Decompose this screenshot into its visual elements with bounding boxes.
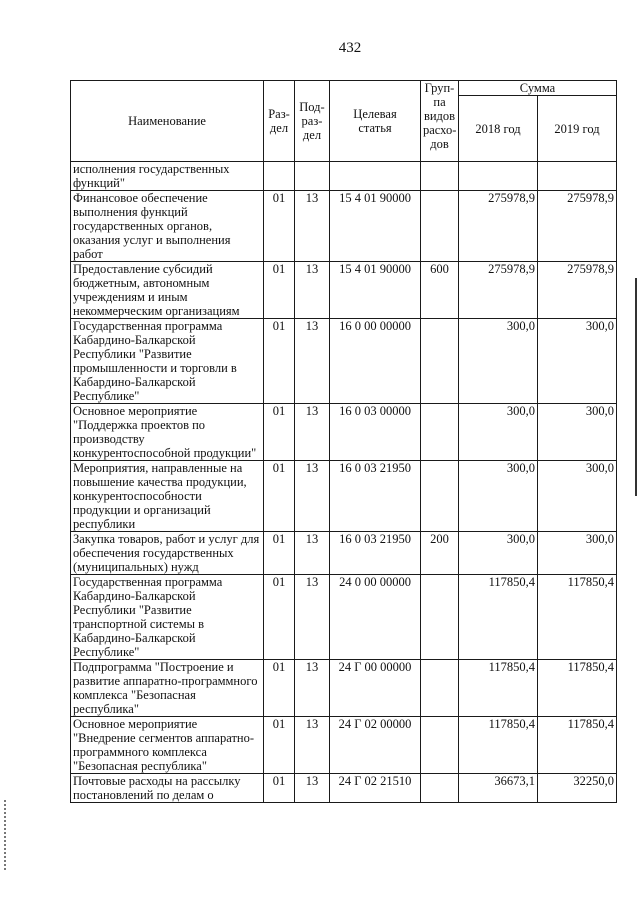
header-name: Наименование [71, 81, 264, 162]
cell-y2018: 275978,9 [459, 262, 538, 319]
cell-target: 24 Г 02 00000 [330, 717, 421, 774]
cell-name: Предоставление субсидий бюджетным, автономным учреждениям и иным некоммерческим организациям [71, 262, 264, 319]
cell-group [421, 717, 459, 774]
cell-podrazdel: 13 [295, 660, 330, 717]
cell-y2019: 275978,9 [538, 262, 617, 319]
cell-podrazdel: 13 [295, 191, 330, 262]
cell-target: 16 0 03 21950 [330, 461, 421, 532]
cell-y2019: 300,0 [538, 461, 617, 532]
cell-y2018: 300,0 [459, 532, 538, 575]
cell-razdel: 01 [264, 262, 295, 319]
table-row [71, 532, 617, 575]
cell-podrazdel [295, 162, 330, 191]
cell-target: 24 Г 00 00000 [330, 660, 421, 717]
cell-razdel: 01 [264, 461, 295, 532]
cell-name: Основное мероприятие "Внедрение сегментов аппаратно-программного комплекса "Безопасная республика" [71, 717, 264, 774]
cell-y2019: 117850,4 [538, 660, 617, 717]
cell-razdel: 01 [264, 575, 295, 660]
cell-podrazdel: 13 [295, 461, 330, 532]
cell-y2018: 117850,4 [459, 575, 538, 660]
cell-group [421, 162, 459, 191]
header-expense-group: Груп- па видов расхо- дов [421, 81, 459, 162]
table-row [71, 191, 617, 262]
cell-y2018: 300,0 [459, 461, 538, 532]
cell-podrazdel: 13 [295, 404, 330, 461]
cell-name: Почтовые расходы на рассылку постановлений по делам о [71, 774, 264, 803]
margin-rule [635, 278, 637, 496]
cell-name: Финансовое обеспечение выполнения функций государственных органов, оказания услуг и выполнения работ [71, 191, 264, 262]
cell-podrazdel: 13 [295, 575, 330, 660]
cell-razdel: 01 [264, 532, 295, 575]
cell-target: 16 0 03 00000 [330, 404, 421, 461]
cell-group [421, 191, 459, 262]
cell-razdel: 01 [264, 319, 295, 404]
cell-group [421, 319, 459, 404]
cell-y2018: 36673,1 [459, 774, 538, 803]
cell-name: Государственная программа Кабардино-Балкарской Республики "Развитие транспортной системы в Кабардино-Балкарской Республике" [71, 575, 264, 660]
table-row [71, 774, 617, 803]
cell-razdel [264, 162, 295, 191]
cell-podrazdel: 13 [295, 532, 330, 575]
header-podrazdel: Под- раз- дел [295, 81, 330, 162]
header-year-2019: 2019 год [538, 96, 617, 162]
table-row [71, 660, 617, 717]
cell-y2019 [538, 162, 617, 191]
cell-y2019: 300,0 [538, 319, 617, 404]
cell-razdel: 01 [264, 191, 295, 262]
cell-y2019: 117850,4 [538, 717, 617, 774]
cell-target: 15 4 01 90000 [330, 262, 421, 319]
cell-y2019: 300,0 [538, 532, 617, 575]
cell-group [421, 404, 459, 461]
cell-y2018: 300,0 [459, 404, 538, 461]
cell-group: 600 [421, 262, 459, 319]
header-sum: Сумма [459, 81, 617, 96]
cell-target [330, 162, 421, 191]
cell-y2019: 300,0 [538, 404, 617, 461]
cell-razdel: 01 [264, 404, 295, 461]
cell-y2018: 117850,4 [459, 660, 538, 717]
cell-y2019: 117850,4 [538, 575, 617, 660]
margin-marks [4, 800, 8, 870]
cell-target: 24 Г 02 21510 [330, 774, 421, 803]
cell-name: исполнения государственных функций" [71, 162, 264, 191]
cell-name: Подпрограмма "Построение и развитие аппаратно-программного комплекса "Безопасная республика" [71, 660, 264, 717]
cell-y2018: 275978,9 [459, 191, 538, 262]
cell-y2019: 32250,0 [538, 774, 617, 803]
cell-y2019: 275978,9 [538, 191, 617, 262]
cell-target: 16 0 03 21950 [330, 532, 421, 575]
budget-table [70, 80, 617, 803]
cell-group: 200 [421, 532, 459, 575]
cell-podrazdel: 13 [295, 774, 330, 803]
cell-name: Государственная программа Кабардино-Балкарской Республики "Развитие промышленности и торговли в Кабардино-Балкарской Республике" [71, 319, 264, 404]
header-year-2018: 2018 год [459, 96, 538, 162]
page-number: 432 [338, 40, 362, 56]
cell-y2018 [459, 162, 538, 191]
cell-y2018: 117850,4 [459, 717, 538, 774]
table-row [71, 319, 617, 404]
cell-podrazdel: 13 [295, 717, 330, 774]
cell-podrazdel: 13 [295, 319, 330, 404]
cell-group [421, 774, 459, 803]
cell-name: Мероприятия, направленные на повышение качества продукции, конкурентоспособности продукции и организаций республики [71, 461, 264, 532]
cell-podrazdel: 13 [295, 262, 330, 319]
table-row [71, 162, 617, 191]
header-target-article: Целевая статья [330, 81, 421, 162]
cell-target: 24 0 00 00000 [330, 575, 421, 660]
cell-name: Закупка товаров, работ и услуг для обеспечения государственных (муниципальных) нужд [71, 532, 264, 575]
cell-razdel: 01 [264, 717, 295, 774]
cell-group [421, 461, 459, 532]
cell-razdel: 01 [264, 660, 295, 717]
cell-target: 16 0 00 00000 [330, 319, 421, 404]
table-row [71, 262, 617, 319]
table-row [71, 461, 617, 532]
cell-group [421, 660, 459, 717]
cell-target: 15 4 01 90000 [330, 191, 421, 262]
cell-y2018: 300,0 [459, 319, 538, 404]
cell-razdel: 01 [264, 774, 295, 803]
table-row [71, 575, 617, 660]
header-razdel: Раз- дел [264, 81, 295, 162]
table-row [71, 717, 617, 774]
table-row [71, 404, 617, 461]
cell-group [421, 575, 459, 660]
cell-name: Основное мероприятие "Поддержка проектов по производству конкурентоспособной продукции" [71, 404, 264, 461]
